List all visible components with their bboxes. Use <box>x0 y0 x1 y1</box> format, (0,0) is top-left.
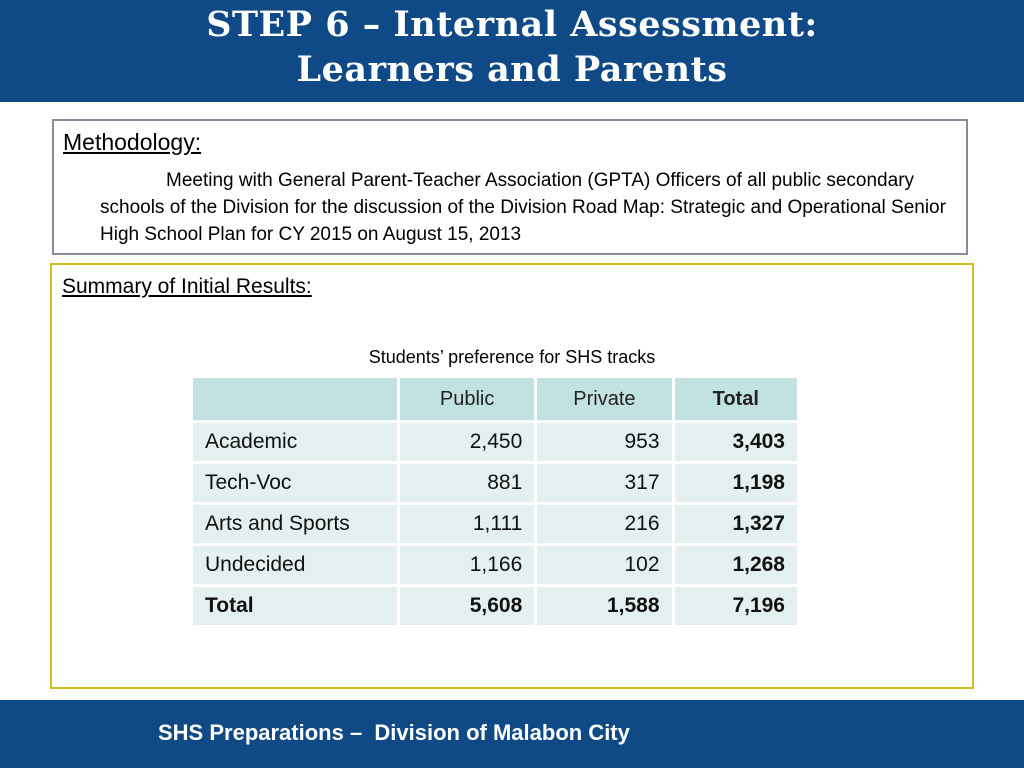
slide-title-line-2: Learners and Parents <box>296 49 728 90</box>
slide-title-line-1: STEP 6 – Internal Assessment: <box>206 4 818 45</box>
table-total-row <box>192 586 799 627</box>
public-cell: 1,111 <box>399 504 536 545</box>
track-cell: Tech-Voc <box>192 463 399 504</box>
total-cell: 1,327 <box>673 504 798 545</box>
header-cell-private: Private <box>536 377 673 422</box>
results-heading: Summary of Initial Results: <box>62 275 312 298</box>
footer-text: SHS Preparations – Division of Malabon City <box>158 720 630 745</box>
track-cell: Arts and Sports <box>192 504 399 545</box>
methodology-text: Meeting with General Parent-Teacher Association (GPTA) Officers of all public secondary schools of the Division for the discussion of the Division Road Map: Strategic and Operational Senior High School Plan for CY 2015 on August 15, 2013 <box>100 170 946 245</box>
private-cell: 1,588 <box>536 586 673 627</box>
total-cell: 7,196 <box>673 586 798 627</box>
track-cell: Academic <box>192 422 399 463</box>
total-cell: 1,198 <box>673 463 798 504</box>
public-cell: 2,450 <box>399 422 536 463</box>
track-cell: Total <box>192 586 399 627</box>
private-cell: 102 <box>536 545 673 586</box>
private-cell: 317 <box>536 463 673 504</box>
public-cell: 5,608 <box>399 586 536 627</box>
table-header-row <box>192 377 799 422</box>
table-row <box>192 545 799 586</box>
header-cell-public: Public <box>399 377 536 422</box>
methodology-heading: Methodology: <box>63 129 202 155</box>
table-row <box>192 463 799 504</box>
slide-footer <box>0 700 1024 768</box>
header-cell-total: Total <box>673 377 798 422</box>
slide-title <box>0 0 1024 92</box>
track-cell: Undecided <box>192 545 399 586</box>
total-cell: 1,268 <box>673 545 798 586</box>
slide-header <box>0 0 1024 102</box>
methodology-box <box>52 119 968 255</box>
table-row <box>192 422 799 463</box>
total-cell: 3,403 <box>673 422 798 463</box>
private-cell: 953 <box>536 422 673 463</box>
public-cell: 1,166 <box>399 545 536 586</box>
header-cell-blank <box>192 377 399 422</box>
table-row <box>192 504 799 545</box>
table-caption: Students’ preference for SHS tracks <box>368 347 656 367</box>
public-cell: 881 <box>399 463 536 504</box>
preference-table <box>190 375 800 628</box>
private-cell: 216 <box>536 504 673 545</box>
